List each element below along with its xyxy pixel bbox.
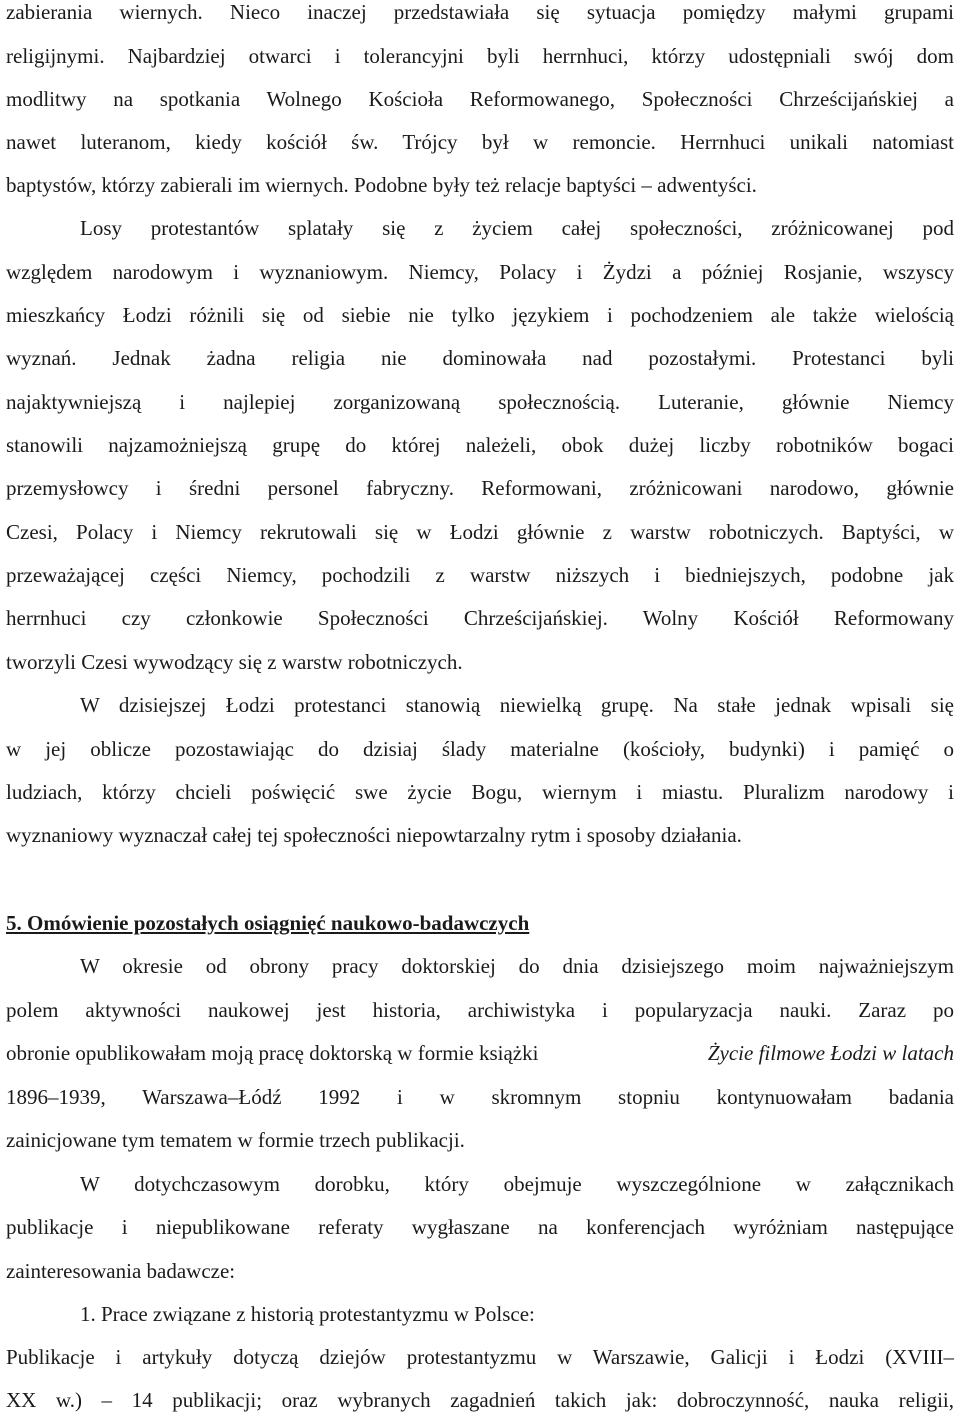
text-line: W dotychczasowym dorobku, który obejmuje wyszczególnione w załącznikach [80, 1172, 954, 1196]
section-heading: 5. Omówienie pozostałych osiągnięć naukowo-badawczych [6, 911, 530, 935]
text-segment: obronie opublikowałam moją pracę doktorską w formie książki [6, 1041, 539, 1065]
text-line: modlitwy na spotkania Wolnego Kościoła Reformowanego, Społeczności Chrześcijańskiej a [6, 87, 954, 111]
text-line: przemysłowcy i średni personel fabryczny. Reformowani, zróżnicowani narodowo, głównie [6, 476, 954, 500]
text-line: ludziach, którzy chcieli poświęcić swe życie Bogu, wiernym i miastu. Pluralizm narodowy i [6, 780, 954, 804]
text-line: polem aktywności naukowej jest historia, archiwistyka i popularyzacja nauki. Zaraz po [6, 998, 954, 1022]
text-line: tworzyli Czesi wywodzący się z warstw robotniczych. [6, 650, 463, 674]
text-line: XX w.) – 14 publikacji; oraz wybranych zagadnień takich jak: dobroczynność, nauka religii, [6, 1388, 954, 1412]
text-line: względem narodowym i wyznaniowym. Niemcy, Polacy i Żydzi a później Rosjanie, wszyscy [6, 260, 954, 284]
text-line: stanowili najzamożniejszą grupę do której należeli, obok dużej liczby robotników bogaci [6, 433, 954, 457]
text-line: zabierania wiernych. Nieco inaczej przedstawiała się sytuacja pomiędzy małymi grupami [6, 0, 954, 24]
text-line: W dzisiejszej Łodzi protestanci stanowią niewielką grupę. Na stałe jednak wpisali się [80, 693, 954, 717]
text-line: W okresie od obrony pracy doktorskiej do dnia dzisiejszego moim najważniejszym [80, 954, 954, 978]
text-line: najaktywniejszą i najlepiej zorganizowaną społecznością. Luteranie, głównie Niemcy [6, 390, 954, 414]
text-line: publikacje i niepublikowane referaty wygłaszane na konferencjach wyróżniam następujące [6, 1215, 954, 1239]
text-line: 1896–1939, Warszawa–Łódź 1992 i w skromnym stopniu kontynuowałam badania [6, 1085, 954, 1109]
text-line: Publikacje i artykuły dotyczą dziejów protestantyzmu w Warszawie, Galicji i Łodzi (XVIII– [6, 1345, 954, 1369]
text-line: przeważającej części Niemcy, pochodzili z warstw niższych i biedniejszych, podobne jak [6, 563, 954, 587]
text-line: zainicjowane tym tematem w formie trzech publikacji. [6, 1128, 465, 1152]
text-line: nawet luteranom, kiedy kościół św. Trójcy był w remoncie. Herrnhuci unikali natomiast [6, 130, 954, 154]
text-line: zainteresowania badawcze: [6, 1259, 236, 1283]
book-title: Życie filmowe Łodzi w latach [707, 1041, 954, 1065]
text-line: mieszkańcy Łodzi różnili się od siebie nie tylko językiem i pochodzeniem ale także wielością [6, 303, 954, 327]
text-line: wyznaniowy wyznaczał całej tej społeczności niepowtarzalny rytm i sposoby działania. [6, 823, 742, 847]
text-line-with-book-title [6, 1039, 954, 1067]
text-line: baptystów, którzy zabierali im wiernych. Podobne były też relacje baptyści – adwentyści. [6, 173, 757, 197]
text-line: wyznań. Jednak żadna religia nie dominowała nad pozostałymi. Protestanci byli [6, 346, 954, 370]
text-line: w jej oblicze pozostawiając do dzisiaj ślady materialne (kościoły, budynki) i pamięć o [6, 737, 954, 761]
text-line: herrnhuci czy członkowie Społeczności Chrześcijańskiej. Wolny Kościół Reformowany [6, 606, 954, 630]
text-line: Czesi, Polacy i Niemcy rekrutowali się w Łodzi głównie z warstw robotniczych. Baptyści, w [6, 520, 954, 544]
list-item-heading: 1. Prace związane z historią protestantyzmu w Polsce: [80, 1302, 535, 1326]
text-line: Losy protestantów splatały się z życiem całej społeczności, zróżnicowanej pod [80, 216, 954, 240]
text-line: religijnymi. Najbardziej otwarci i tolerancyjni byli herrnhuci, którzy udostępniali swój dom [6, 44, 954, 68]
